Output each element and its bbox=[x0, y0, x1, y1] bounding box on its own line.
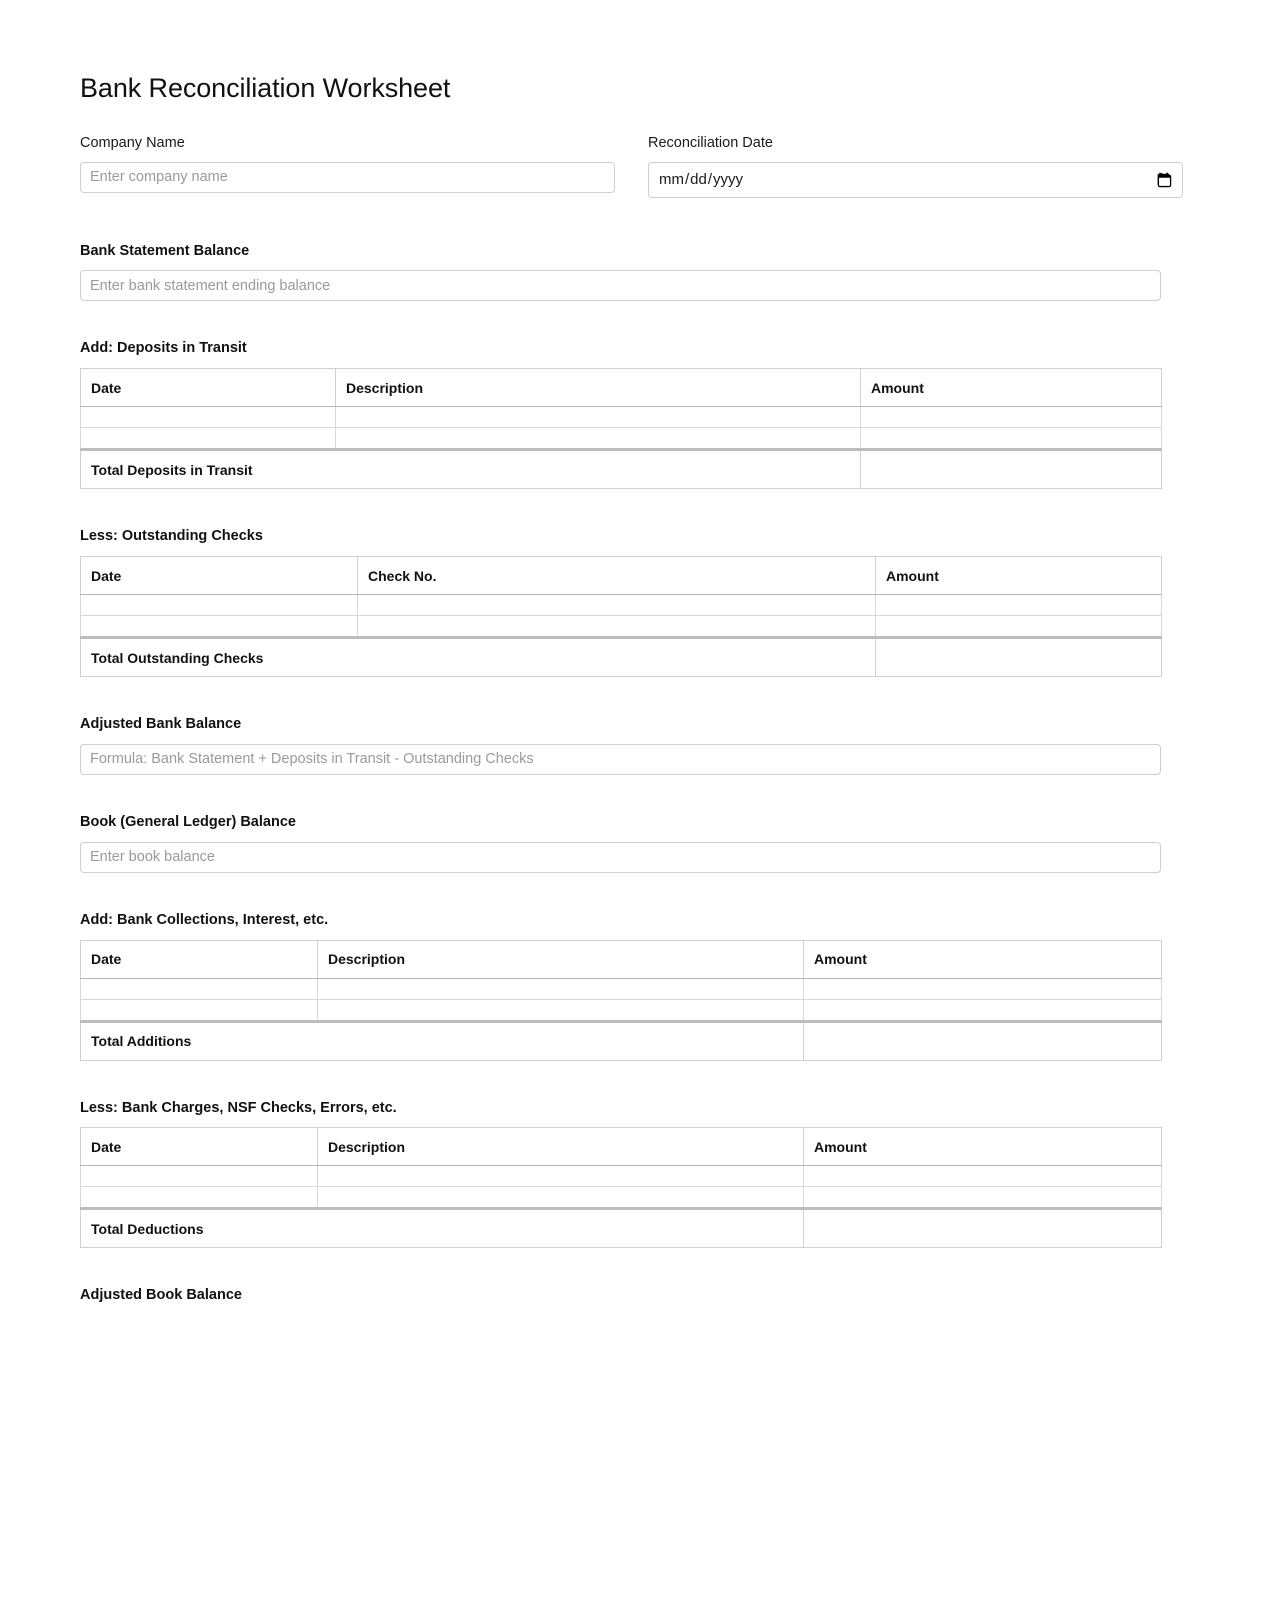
cell-date[interactable] bbox=[81, 428, 336, 450]
section-book-balance bbox=[80, 813, 1183, 873]
cell-date[interactable] bbox=[81, 595, 358, 616]
cell-check-no[interactable] bbox=[358, 616, 876, 638]
book-balance-input[interactable] bbox=[80, 842, 1161, 873]
table-row[interactable] bbox=[81, 1187, 1162, 1209]
cell-description[interactable] bbox=[318, 1166, 804, 1187]
bank-charges-table bbox=[80, 1127, 1162, 1248]
bank-collections-heading: Add: Bank Collections, Interest, etc. bbox=[80, 911, 329, 928]
section-deposits-in-transit bbox=[80, 339, 1183, 489]
bank-charges-heading: Less: Bank Charges, NSF Checks, Errors, etc. bbox=[80, 1099, 397, 1116]
cell-amount[interactable] bbox=[876, 595, 1162, 616]
cell-date[interactable] bbox=[81, 1166, 318, 1187]
section-outstanding-checks bbox=[80, 527, 1183, 677]
total-label: Total Outstanding Checks bbox=[81, 638, 876, 677]
cell-date[interactable] bbox=[81, 407, 336, 428]
cell-date[interactable] bbox=[81, 978, 318, 999]
column-header-date: Date bbox=[81, 557, 358, 595]
cell-amount[interactable] bbox=[804, 1166, 1162, 1187]
column-header-date: Date bbox=[81, 369, 336, 407]
deposits-in-transit-table bbox=[80, 368, 1162, 489]
reconciliation-date-field-group bbox=[648, 134, 1183, 197]
cell-description[interactable] bbox=[318, 1187, 804, 1209]
deposits-in-transit-heading: Add: Deposits in Transit bbox=[80, 340, 247, 357]
total-label: Total Deposits in Transit bbox=[81, 450, 861, 489]
header-field-row bbox=[80, 134, 1183, 197]
cell-date[interactable] bbox=[81, 1187, 318, 1209]
column-header-amount: Amount bbox=[804, 940, 1162, 978]
section-bank-collections bbox=[80, 911, 1183, 1061]
cell-description[interactable] bbox=[336, 428, 861, 450]
column-header-amount: Amount bbox=[876, 557, 1162, 595]
cell-amount[interactable] bbox=[804, 999, 1162, 1021]
total-row bbox=[81, 1209, 1162, 1248]
cell-amount[interactable] bbox=[861, 428, 1162, 450]
adjusted-bank-balance-heading: Adjusted Bank Balance bbox=[80, 716, 242, 733]
cell-amount[interactable] bbox=[861, 407, 1162, 428]
column-header-date: Date bbox=[81, 940, 318, 978]
cell-amount[interactable] bbox=[876, 616, 1162, 638]
table-row[interactable] bbox=[81, 616, 1162, 638]
bank-statement-balance-heading: Bank Statement Balance bbox=[80, 242, 250, 259]
table-header-row bbox=[81, 557, 1162, 595]
section-adjusted-book-balance bbox=[80, 1286, 1183, 1305]
column-header-amount: Amount bbox=[861, 369, 1162, 407]
table-header-row bbox=[81, 369, 1162, 407]
column-header-description: Description bbox=[318, 940, 804, 978]
table-row[interactable] bbox=[81, 407, 1162, 428]
page-title: Bank Reconciliation Worksheet bbox=[80, 73, 451, 103]
adjusted-bank-balance-input[interactable] bbox=[80, 744, 1161, 775]
table-row[interactable] bbox=[81, 999, 1162, 1021]
outstanding-checks-heading: Less: Outstanding Checks bbox=[80, 528, 263, 545]
table-row[interactable] bbox=[81, 1166, 1162, 1187]
total-value[interactable] bbox=[804, 1209, 1162, 1248]
table-header-row bbox=[81, 1128, 1162, 1166]
reconciliation-date-input[interactable] bbox=[648, 162, 1183, 198]
outstanding-checks-table bbox=[80, 556, 1162, 677]
total-label: Total Additions bbox=[81, 1021, 804, 1060]
column-header-check-no: Check No. bbox=[358, 557, 876, 595]
table-row[interactable] bbox=[81, 428, 1162, 450]
cell-date[interactable] bbox=[81, 999, 318, 1021]
cell-amount[interactable] bbox=[804, 1187, 1162, 1209]
cell-description[interactable] bbox=[336, 407, 861, 428]
column-header-amount: Amount bbox=[804, 1128, 1162, 1166]
company-name-input[interactable] bbox=[80, 162, 615, 193]
total-value[interactable] bbox=[876, 638, 1162, 677]
adjusted-book-balance-heading: Adjusted Book Balance bbox=[80, 1287, 242, 1304]
column-header-description: Description bbox=[336, 369, 861, 407]
column-header-date: Date bbox=[81, 1128, 318, 1166]
table-row[interactable] bbox=[81, 978, 1162, 999]
bank-collections-table bbox=[80, 940, 1162, 1061]
table-header-row bbox=[81, 940, 1162, 978]
company-name-field-group bbox=[80, 134, 615, 197]
cell-description[interactable] bbox=[318, 999, 804, 1021]
bank-statement-balance-input[interactable] bbox=[80, 270, 1161, 301]
cell-amount[interactable] bbox=[804, 978, 1162, 999]
cell-description[interactable] bbox=[318, 978, 804, 999]
reconciliation-date-label: Reconciliation Date bbox=[648, 135, 773, 152]
total-value[interactable] bbox=[804, 1021, 1162, 1060]
table-row[interactable] bbox=[81, 595, 1162, 616]
total-row bbox=[81, 638, 1162, 677]
company-name-label: Company Name bbox=[80, 135, 185, 152]
section-adjusted-bank-balance bbox=[80, 715, 1183, 775]
book-balance-heading: Book (General Ledger) Balance bbox=[80, 813, 296, 830]
cell-check-no[interactable] bbox=[358, 595, 876, 616]
total-row bbox=[81, 450, 1162, 489]
total-label: Total Deductions bbox=[81, 1209, 804, 1248]
section-bank-statement-balance bbox=[80, 242, 1183, 302]
section-bank-charges bbox=[80, 1099, 1183, 1249]
total-row bbox=[81, 1021, 1162, 1060]
total-value[interactable] bbox=[861, 450, 1162, 489]
cell-date[interactable] bbox=[81, 616, 358, 638]
column-header-description: Description bbox=[318, 1128, 804, 1166]
